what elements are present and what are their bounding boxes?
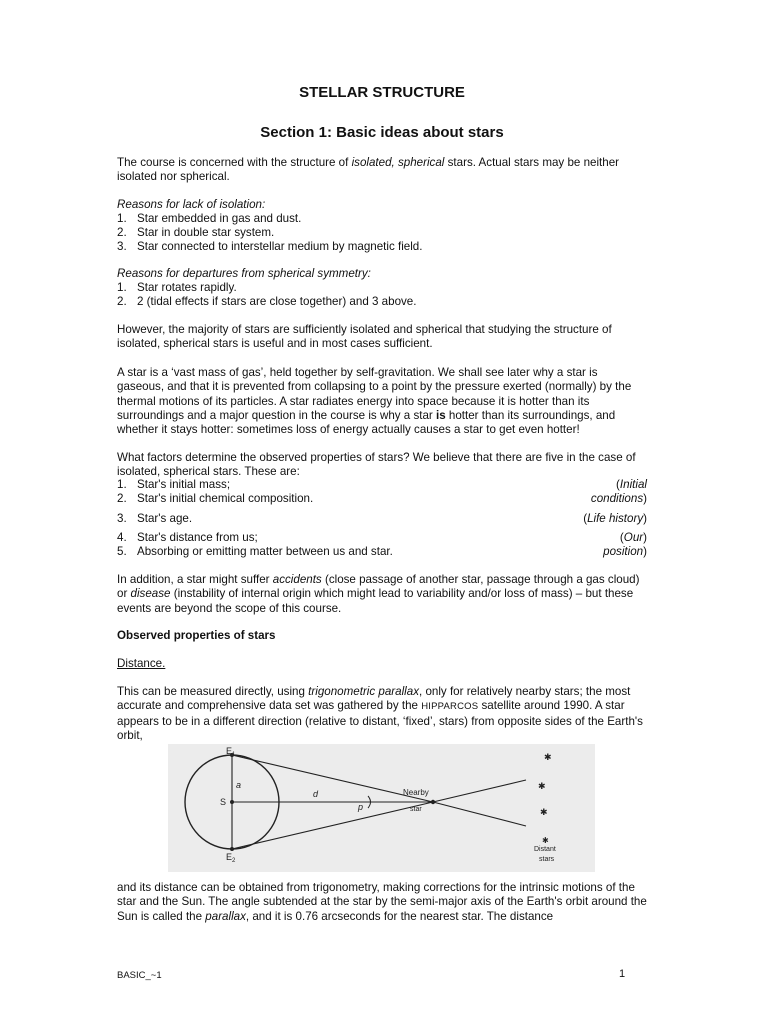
factor-group-life-history bbox=[583, 512, 647, 526]
list-text: Star's initial mass; bbox=[137, 478, 231, 491]
nearby-star-dot bbox=[431, 800, 435, 804]
list-number: 2. bbox=[117, 226, 127, 239]
label-s: S bbox=[220, 797, 227, 807]
group-label: conditions bbox=[590, 492, 644, 506]
close-paren: ) bbox=[643, 531, 647, 544]
list-number: 3. bbox=[117, 512, 127, 525]
trig-paragraph bbox=[117, 881, 647, 924]
list-number: 4. bbox=[117, 531, 127, 544]
observed-heading: Observed properties of stars bbox=[117, 629, 276, 642]
however-paragraph: However, the majority of stars are sufficiently isolated and spherical that studying the structure of isolated, spherical stars is useful and in most cases sufficient. bbox=[117, 323, 612, 351]
label-e1: $E_1$ bbox=[226, 746, 236, 758]
group-label: Our bbox=[623, 531, 644, 544]
label-nearby: Nearby bbox=[403, 788, 429, 797]
list-text: Star's age. bbox=[137, 512, 193, 525]
label-distant: Distant bbox=[534, 846, 556, 853]
list-number: 3. bbox=[117, 240, 127, 253]
hipparcos-name: HIPPARCOS bbox=[421, 701, 479, 713]
disease-emphasis: disease bbox=[130, 587, 171, 601]
parallax-text-e: satellite around 1990. A star appears to be in a different direction (relative to distant, ‘fixed’, stars) from opposite sides of the Earth's orbit, bbox=[117, 699, 643, 742]
intro-text-a: The course is concerned with the structure of bbox=[117, 156, 352, 169]
list-text: Star's distance from us; bbox=[137, 531, 258, 544]
gas-paragraph bbox=[117, 366, 647, 437]
label-e2: $E_2$ bbox=[226, 852, 236, 864]
earth-dot-e2 bbox=[230, 847, 234, 851]
trig-text-c: , and it is 0.76 arcseconds for the nearest star. The distance bbox=[245, 909, 554, 923]
gas-emphasis: is bbox=[436, 408, 446, 422]
page-number: 1 bbox=[619, 968, 626, 980]
intro-paragraph bbox=[117, 156, 647, 185]
close-paren: ) bbox=[643, 545, 647, 559]
label-d: d bbox=[313, 789, 319, 799]
list-number: 5. bbox=[117, 545, 127, 558]
label-distant-stars: stars bbox=[539, 856, 555, 863]
group-label: position bbox=[603, 545, 644, 559]
accidents-paragraph bbox=[117, 573, 647, 616]
parallax-emphasis: trigonometric parallax bbox=[308, 685, 420, 698]
parallax-text-a: This can be measured directly, using bbox=[117, 685, 309, 698]
open-paren: ( bbox=[616, 478, 620, 491]
parallax-diagram bbox=[168, 744, 595, 872]
parallax-text-c: , only for relatively nearby stars; the most accurate and comprehensive data set was gathered by the bbox=[117, 685, 631, 713]
list-text: Absorbing or emitting matter between us and star. bbox=[137, 545, 393, 558]
gas-text-a: A star is a ‘vast mass of gas’, held together by self-gravitation. We shall see later why a star is gaseous, and that it is prevented from collapsing to a point by the pressure exerted (normally) by the thermal motions of its particles. A star radiates energy into space because it is hotter than its surroundings and a major question in the course is why a star bbox=[117, 366, 632, 422]
list-text: Star connected to interstellar medium by magnetic field. bbox=[137, 240, 423, 253]
list-number: 2. bbox=[117, 295, 127, 308]
list-number: 1. bbox=[117, 478, 127, 491]
isolation-heading: Reasons for lack of isolation: bbox=[117, 198, 266, 211]
list-text: Star rotates rapidly. bbox=[137, 281, 237, 294]
factors-intro: What factors determine the observed properties of stars? We believe that there are five in the case of isolated, spherical stars. These are: bbox=[117, 451, 636, 479]
list-text: 2 (tidal effects if stars are close together) and 3 above. bbox=[137, 295, 417, 308]
intro-emphasis: isolated, spherical bbox=[351, 156, 445, 169]
list-number: 1. bbox=[117, 281, 127, 294]
list-number: 1. bbox=[117, 212, 127, 225]
list-text: Star in double star system. bbox=[137, 226, 275, 239]
label-star: star bbox=[410, 806, 422, 813]
gas-text-c: hotter than its surroundings, and whether it stays hotter: sometimes loss of energy actually causes a star to get even hotter! bbox=[117, 408, 616, 437]
section-title: Section 1: Basic ideas about stars bbox=[260, 124, 504, 141]
accidents-text-e: (instability of internal origin which might lead to variability and/or loss of mass) – but these events are beyond the scope of this course. bbox=[117, 587, 634, 615]
distant-star-icon: ✱ bbox=[542, 836, 549, 845]
factor-group-our-position bbox=[587, 531, 647, 560]
close-paren: ) bbox=[643, 492, 647, 506]
list-number: 2. bbox=[117, 492, 127, 505]
sun-dot bbox=[230, 800, 234, 804]
label-a: a bbox=[236, 780, 242, 790]
distance-heading: Distance. bbox=[117, 657, 166, 670]
distant-star-icon: ✱ bbox=[540, 808, 548, 818]
intro-text-c: stars. Actual stars may be neither isolated nor spherical. bbox=[117, 156, 620, 184]
symmetry-heading: Reasons for departures from spherical symmetry: bbox=[117, 267, 371, 280]
close-paren: ) bbox=[643, 512, 647, 525]
accidents-emphasis: accidents bbox=[272, 573, 322, 586]
list-text: Star embedded in gas and dust. bbox=[137, 212, 302, 225]
parallax-paragraph bbox=[117, 685, 647, 743]
accidents-text-c: (close passage of another star, passage through a gas cloud) or bbox=[117, 573, 640, 601]
factor-group-initial-conditions bbox=[587, 478, 647, 507]
trig-emphasis: parallax bbox=[205, 909, 246, 923]
label-p: p bbox=[358, 802, 364, 812]
trig-text-a: and its distance can be obtained from trigonometry, making corrections for the intrinsic motions of the star and the Sun. The angle subtended at the star by the semi-major axis of the Earth's orbit around the Sun is called the bbox=[117, 881, 647, 923]
group-label: Life history bbox=[587, 512, 644, 525]
footer-filename: BASIC_~1 bbox=[117, 970, 162, 981]
distant-star-icon: ✱ bbox=[538, 782, 546, 792]
document-title: STELLAR STRUCTURE bbox=[299, 84, 465, 101]
accidents-text-a: In addition, a star might suffer bbox=[117, 573, 273, 586]
open-paren: ( bbox=[583, 512, 588, 525]
list-text: Star's initial chemical composition. bbox=[137, 492, 314, 505]
group-label: Initial bbox=[619, 478, 647, 491]
open-paren: ( bbox=[619, 531, 624, 544]
distant-star-icon: ✱ bbox=[544, 753, 552, 763]
